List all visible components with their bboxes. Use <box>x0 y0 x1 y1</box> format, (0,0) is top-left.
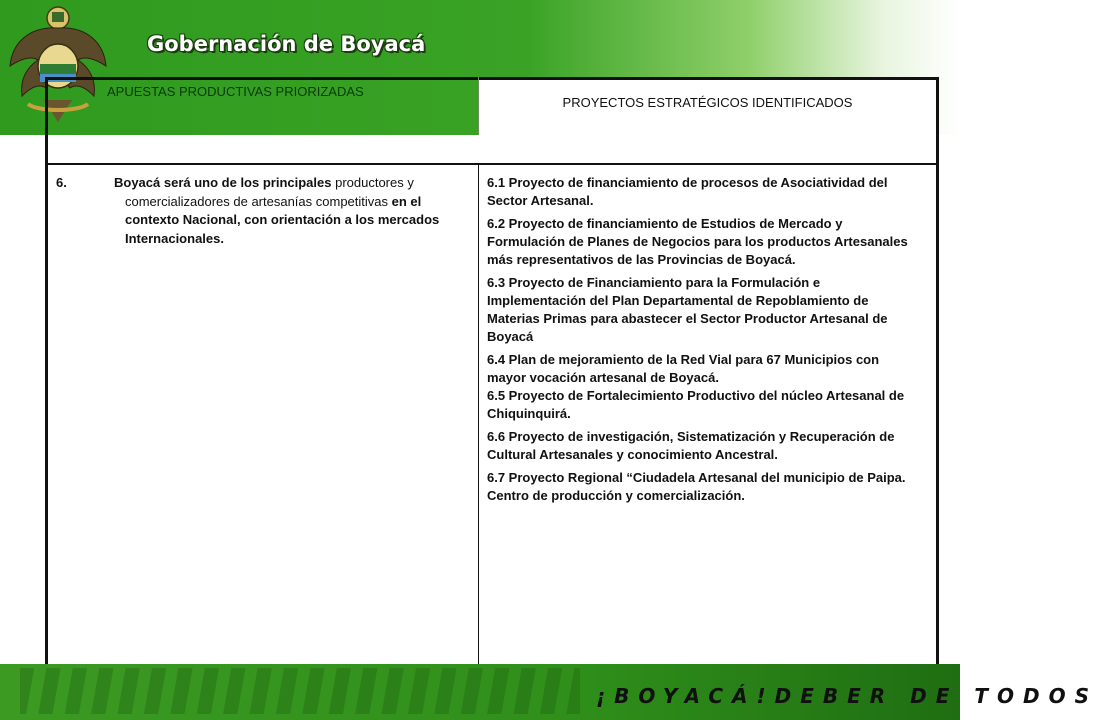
project-item: 6.7 Proyecto Regional “Ciudadela Artesanal del municipio de Paipa. Centro de producción y comercialización. <box>487 470 906 503</box>
column-heading-proyectos: PROYECTOS ESTRATÉGICOS IDENTIFICADOS <box>562 95 853 110</box>
column-heading-apuestas: APUESTAS PRODUCTIVAS PRIORIZADAS <box>107 84 364 99</box>
project-item: 6.2 Proyecto de financiamiento de Estudios de Mercado y Formulación de Planes de Negocios para los productos Artesanales más representativos de las Provincias de Boyacá. <box>487 216 908 267</box>
column-divider <box>478 164 479 691</box>
apuesta-number: 6. <box>56 175 67 190</box>
footer-slogan: ¡BOYACÁ!DEBER DE TODOS <box>596 684 1098 708</box>
page-title: Gobernación de Boyacá <box>147 32 426 56</box>
project-item: 6.1 Proyecto de financiamiento de procesos de Asociatividad del Sector Artesanal. <box>487 175 888 208</box>
apuesta-text <box>114 174 468 248</box>
apuesta-cell <box>56 174 468 248</box>
projects-cell <box>487 174 917 510</box>
apuesta-text-bold-2: en el contexto Nacional, con orientación a los mercados Internacionales. <box>125 193 440 246</box>
footer-watermark <box>20 668 580 714</box>
project-item: 6.3 Proyecto de Financiamiento para la Formulación e Implementación del Plan Departamental de Repoblamiento de Materias Primas para abastecer el Sector Productor Artesanal de Boyacá <box>487 275 888 344</box>
apuesta-text-normal: productores y comercializadores de artesanías competitivas <box>125 175 414 209</box>
apuesta-text-bold-1: Boyacá será uno de los principales <box>114 175 332 190</box>
project-item: 6.4 Plan de mejoramiento de la Red Vial para 67 Municipios con mayor vocación artesanal de Boyacá. <box>487 352 880 385</box>
row-divider <box>45 163 939 165</box>
project-item: 6.6 Proyecto de investigación, Sistematización y Recuperación de Cultural Artesanales y conocimiento Ancestral. <box>487 429 895 462</box>
project-item: 6.5 Proyecto de Fortalecimiento Productivo del núcleo Artesanal de Chiquinquirá. <box>487 388 905 421</box>
